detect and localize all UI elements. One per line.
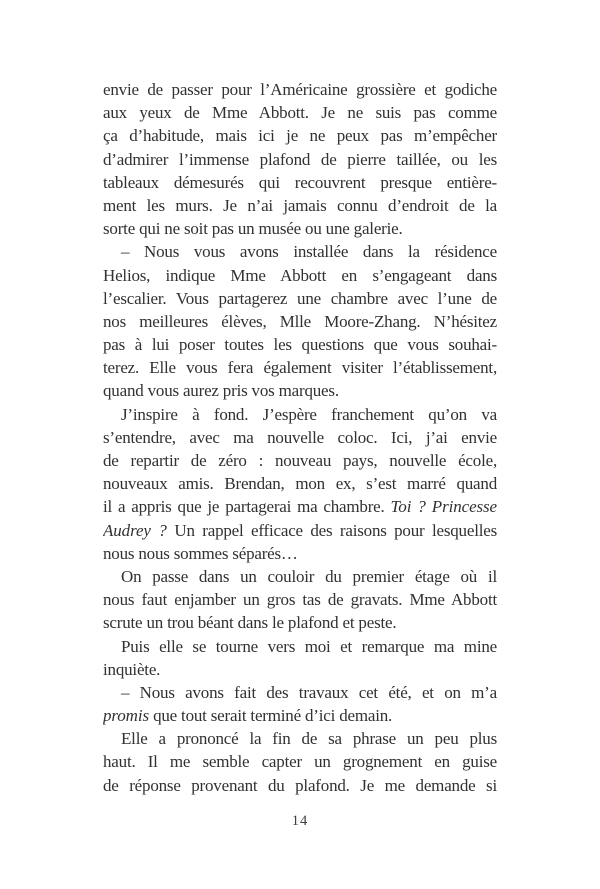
text-line [103,588,497,611]
text-segment: aux yeux de Mme Abbott. Je ne suis pas comme [103,103,497,123]
text-segment: nous faut enjamber un gros tas de gravats. Mme Abbott [103,590,497,610]
text-line [103,101,497,124]
text-segment: haut. Il me semble capter un grognement en guise [103,752,497,772]
paragraph [103,635,497,681]
text-segment: nos meilleures élèves, Mlle Moore-Zhang. N’hésitez [103,311,497,331]
italic-text: promis [103,706,150,726]
paragraph [103,78,497,240]
paragraph [103,565,497,635]
text-line [103,78,497,101]
text-segment: d’admirer l’immense plafond de pierre taillée, ou les [103,149,497,169]
text-segment: tableaux démesurés qui recouvrent presque entière- [103,172,497,192]
text-line [103,750,497,773]
text-segment: Puis elle se tourne vers moi et remarque ma mine [121,636,497,656]
text-line [103,264,497,287]
text-segment: il a appris que je partagerai ma chambre. [103,497,391,517]
text-line [103,403,497,426]
text-line [103,658,497,681]
text-line [103,495,497,518]
text-line [103,449,497,472]
text-segment: – Nous vous avons installée dans la résidence [121,242,497,262]
text-line [103,681,497,704]
text-segment: envie de passer pour l’Américaine grossière et godiche [103,80,497,99]
text-line [103,774,497,797]
text-line [103,727,497,750]
italic-text: Audrey ? [103,520,175,540]
text-segment: sorte qui ne soit pas un musée ou une galerie. [103,219,403,239]
text-segment: nous nous sommes séparés… [103,543,298,563]
text-segment: s’entendre, avec ma nouvelle coloc. Ici, j’ai envie [103,427,497,447]
text-segment: Elle a prononcé la fin de sa phrase un peu plus [121,729,497,749]
text-line [103,519,497,542]
paragraph [103,240,497,402]
text-segment: Helios, indique Mme Abbott en s’engageant dans [103,265,497,285]
paragraph [103,681,497,727]
text-line [103,287,497,310]
text-line [103,565,497,588]
text-line [103,635,497,658]
text-line [103,542,497,565]
page-number: 14 [291,813,309,829]
text-segment: que tout serait terminé d’ici demain. [149,706,393,726]
text-line [103,426,497,449]
text-segment: ça d’habitude, mais ici je ne peux pas m’empêcher [103,126,497,146]
text-block [103,78,497,797]
italic-text: Toi ? Princesse [390,497,497,517]
text-line [103,194,497,217]
text-line [103,310,497,333]
text-segment: – Nous avons fait des travaux cet été, et on m’a [121,682,497,702]
text-line [103,333,497,356]
text-segment: J’inspire à fond. J’espère franchement qu’on va [121,404,497,424]
text-segment: ment les murs. Je n’ai jamais connu d’endroit de la [103,195,497,215]
text-segment: inquiète. [103,659,161,679]
text-line [103,356,497,379]
text-segment: pas à lui poser toutes les questions que vous souhai- [103,335,497,355]
text-line [103,611,497,634]
text-line [103,171,497,194]
text-line [103,704,497,727]
text-line [103,240,497,263]
text-line [103,379,497,402]
text-segment: quand vous aurez pris vos marques. [103,381,339,401]
text-segment: de réponse provenant du plafond. Je me demande si [103,775,497,795]
text-line [103,124,497,147]
text-segment: terez. Elle vous fera également visiter l’établissement, [103,358,497,378]
text-segment: de repartir de zéro : nouveau pays, nouvelle école, [103,451,497,470]
text-segment: nouveaux amis. Brendan, mon ex, s’est marré quand [103,474,497,494]
text-segment: On passe dans un couloir du premier étage où il [121,566,497,586]
text-segment: scrute un trou béant dans le plafond et peste. [103,613,397,633]
text-line [103,148,497,171]
text-line [103,472,497,495]
text-segment: Un rappel efficace des raisons pour lesquelles [174,520,497,540]
text-line [103,217,497,240]
paragraph [103,727,497,797]
paragraph [103,403,497,565]
text-segment: l’escalier. Vous partagerez une chambre avec l’une de [103,288,497,308]
